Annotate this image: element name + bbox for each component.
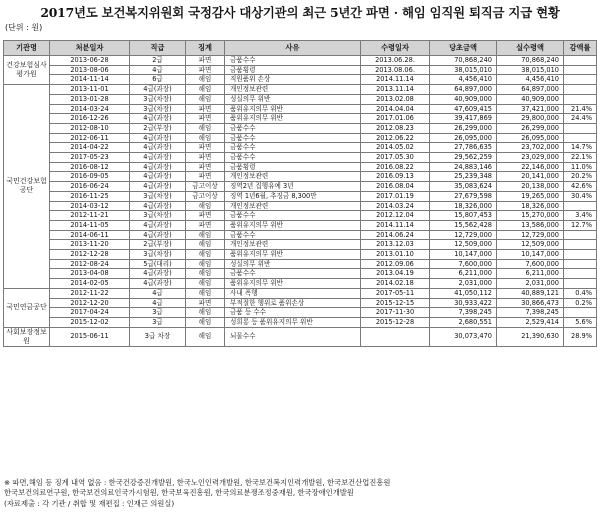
reason-cell: 품위유지의무 위반 [225, 114, 361, 124]
rank-cell: 4급 [130, 288, 186, 298]
footnotes [4, 478, 390, 509]
reduction-rate-cell [564, 279, 597, 289]
date-cell: 2014-02-05 [50, 279, 130, 289]
receipt-date-cell: 2017-05-11 [361, 288, 430, 298]
original-amount-cell: 26,095,000 [430, 133, 497, 143]
reduction-rate-cell: 20.2% [564, 172, 597, 182]
original-amount-cell: 26,299,000 [430, 123, 497, 133]
reason-cell: 금품수수 [225, 211, 361, 221]
reduction-rate-cell [564, 123, 597, 133]
table-row [4, 220, 597, 230]
discipline-cell: 파면 [186, 162, 225, 172]
table-row [4, 94, 597, 104]
receipt-date-cell: 2013.04.19 [361, 269, 430, 279]
rank-cell: 4급(과장) [130, 182, 186, 192]
receipt-date-cell: 2015-12-28 [361, 317, 430, 327]
receipt-date-cell: 2013.08.06. [361, 65, 430, 75]
receipt-date-cell: 2014.02.18 [361, 279, 430, 289]
date-cell: 2012-12-20 [50, 298, 130, 308]
reduction-rate-cell: 0.4% [564, 288, 597, 298]
header-row [4, 41, 597, 56]
discipline-cell: 해임 [186, 85, 225, 95]
table-row [4, 162, 597, 172]
original-amount-cell: 4,456,410 [430, 75, 497, 85]
receipt-date-cell: 2017.05.30 [361, 153, 430, 163]
reduction-rate-cell [564, 201, 597, 211]
header-rank: 직급 [130, 41, 186, 56]
receipt-date-cell: 2012.09.06 [361, 259, 430, 269]
original-amount-cell: 29,562,259 [430, 153, 497, 163]
date-cell: 2014-11-14 [50, 75, 130, 85]
reason-cell: 부적절한 행위로 품위손상 [225, 298, 361, 308]
severance-table [3, 40, 597, 347]
actual-amount-cell: 26,095,000 [497, 133, 564, 143]
discipline-cell: 해임 [186, 259, 225, 269]
reason-cell: 금품수수 [225, 153, 361, 163]
receipt-date-cell: 2014.04.04 [361, 104, 430, 114]
original-amount-cell: 27,679,598 [430, 191, 497, 201]
receipt-date-cell: 2016.08.04 [361, 182, 430, 192]
receipt-date-cell: 2014.11.14 [361, 220, 430, 230]
reason-cell: 품위유지의무 위반 [225, 250, 361, 260]
table-row [4, 288, 597, 298]
discipline-cell: 금고이상 [186, 191, 225, 201]
discipline-cell: 해임 [186, 327, 225, 346]
reason-cell: 품위유지의무 위반 [225, 104, 361, 114]
rank-cell: 4급(과장) [130, 133, 186, 143]
actual-amount-cell: 2,529,414 [497, 317, 564, 327]
reason-cell: 개인정보관련 [225, 85, 361, 95]
date-cell: 2016-09-05 [50, 172, 130, 182]
receipt-date-cell: 2016.09.13 [361, 172, 430, 182]
header-original-amount: 당초금액 [430, 41, 497, 56]
date-cell: 2014-06-11 [50, 230, 130, 240]
rank-cell: 2급 [130, 56, 186, 66]
reason-cell: 뇌물수수 [225, 327, 361, 346]
actual-amount-cell: 70,868,240 [497, 56, 564, 66]
date-cell: 2012-11-22 [50, 288, 130, 298]
date-cell: 2016-06-24 [50, 182, 130, 192]
header-discipline: 징계 [186, 41, 225, 56]
rank-cell: 6급 [130, 75, 186, 85]
actual-amount-cell: 40,909,000 [497, 94, 564, 104]
receipt-date-cell [361, 327, 430, 346]
reason-cell: 금품횡령 [225, 162, 361, 172]
discipline-cell: 해임 [186, 279, 225, 289]
reason-cell: 성실의무 위반 [225, 259, 361, 269]
table-row [4, 104, 597, 114]
rank-cell: 3급(차장) [130, 250, 186, 260]
rank-cell: 3급 [130, 317, 186, 327]
table-row [4, 153, 597, 163]
date-cell: 2015-06-11 [50, 327, 130, 346]
rank-cell: 5급(대리) [130, 259, 186, 269]
discipline-cell: 해임 [186, 317, 225, 327]
reduction-rate-cell [564, 308, 597, 318]
reduction-rate-cell [564, 85, 597, 95]
rank-cell: 4급(과장) [130, 201, 186, 211]
reduction-rate-cell [564, 230, 597, 240]
footnote-line: ※ 파면,해임 등 징계 내역 없음 : 한국건강증진개발원, 한국노인인력개발원, 한국보건복지인력개발원, 한국보건산업진흥원 [4, 478, 391, 487]
table-row [4, 85, 597, 95]
institution-cell: 국민건강보험공단 [4, 85, 50, 289]
discipline-cell: 금고이상 [186, 182, 225, 192]
receipt-date-cell: 2012.06.22 [361, 133, 430, 143]
original-amount-cell: 38,015,010 [430, 65, 497, 75]
reduction-rate-cell [564, 259, 597, 269]
reason-cell: 금품수수 [225, 269, 361, 279]
receipt-date-cell: 2014.11.14 [361, 75, 430, 85]
reduction-rate-cell [564, 250, 597, 260]
discipline-cell: 해임 [186, 75, 225, 85]
table-row [4, 172, 597, 182]
original-amount-cell: 6,211,000 [430, 269, 497, 279]
table-row [4, 211, 597, 221]
rank-cell: 3급(차장) [130, 94, 186, 104]
date-cell: 2014-03-24 [50, 104, 130, 114]
discipline-cell: 파면 [186, 65, 225, 75]
date-cell: 2012-08-10 [50, 123, 130, 133]
actual-amount-cell: 12,509,000 [497, 240, 564, 250]
reason-cell: 금품수수 [225, 123, 361, 133]
receipt-date-cell: 2013.01.10 [361, 250, 430, 260]
reduction-rate-cell: 3.4% [564, 211, 597, 221]
receipt-date-cell: 2013.11.14 [361, 85, 430, 95]
rank-cell: 3급 [130, 308, 186, 318]
receipt-date-cell: 2017.01.06 [361, 114, 430, 124]
date-cell: 2016-11-25 [50, 191, 130, 201]
receipt-date-cell: 2013.06.28. [361, 56, 430, 66]
original-amount-cell: 35,083,624 [430, 182, 497, 192]
table-row [4, 308, 597, 318]
actual-amount-cell: 6,211,000 [497, 269, 564, 279]
table-row [4, 240, 597, 250]
discipline-cell: 해임 [186, 269, 225, 279]
original-amount-cell: 10,147,000 [430, 250, 497, 260]
institution-cell: 건강보험심사평가원 [4, 56, 50, 85]
actual-amount-cell: 64,897,000 [497, 85, 564, 95]
actual-amount-cell: 10,147,000 [497, 250, 564, 260]
reason-cell: 품위유지의무 위반 [225, 279, 361, 289]
reduction-rate-cell: 0.2% [564, 298, 597, 308]
receipt-date-cell: 2012.12.04 [361, 211, 430, 221]
reason-cell: 사내 폭행 [225, 288, 361, 298]
table-row [4, 259, 597, 269]
discipline-cell: 파면 [186, 298, 225, 308]
unit-label: (단위 : 원) [5, 23, 43, 32]
footnote-line: (자료제출 : 각 기관 / 취합 및 재편집 : 인재근 의원실) [4, 498, 175, 508]
receipt-date-cell: 2014.05.02 [361, 143, 430, 153]
table-row [4, 75, 597, 85]
receipt-date-cell: 2014.06.24 [361, 230, 430, 240]
header-reduction-rate: 감액률 [564, 41, 597, 56]
receipt-date-cell: 2017.01.19 [361, 191, 430, 201]
date-cell: 2016-12-26 [50, 114, 130, 124]
original-amount-cell: 12,509,000 [430, 240, 497, 250]
table-row [4, 279, 597, 289]
discipline-cell: 해임 [186, 230, 225, 240]
table-row [4, 298, 597, 308]
date-cell: 2013-08-06 [50, 65, 130, 75]
actual-amount-cell: 18,326,000 [497, 201, 564, 211]
rank-cell: 4급(과장) [130, 279, 186, 289]
page-title: 2017년도 보건복지위원회 국정감사 대상기관의 최근 5년간 파면 · 해임 임직원 퇴직금 지급 현황 [40, 5, 560, 20]
reason-cell: 금품수수 [225, 230, 361, 240]
reduction-rate-cell [564, 269, 597, 279]
original-amount-cell: 41,050,112 [430, 288, 497, 298]
table-row [4, 114, 597, 124]
original-amount-cell: 30,073,470 [430, 327, 497, 346]
discipline-cell: 해임 [186, 123, 225, 133]
header-reason: 사유 [225, 41, 361, 56]
rank-cell: 4급(과장) [130, 153, 186, 163]
rank-cell: 3급(차장) [130, 104, 186, 114]
original-amount-cell: 2,680,551 [430, 317, 497, 327]
actual-amount-cell: 21,390,630 [497, 327, 564, 346]
table-row [4, 201, 597, 211]
original-amount-cell: 70,868,240 [430, 56, 497, 66]
date-cell: 2014-04-22 [50, 143, 130, 153]
reason-cell: 금품수수 [225, 143, 361, 153]
original-amount-cell: 39,417,869 [430, 114, 497, 124]
table-row [4, 327, 597, 346]
reduction-rate-cell [564, 56, 597, 66]
header-institution: 기관명 [4, 41, 50, 56]
institution-cell: 사회보장정보원 [4, 327, 50, 346]
discipline-cell: 해임 [186, 201, 225, 211]
original-amount-cell: 7,600,000 [430, 259, 497, 269]
reason-cell: 개인정보관련 [225, 201, 361, 211]
rank-cell: 4급(과장) [130, 220, 186, 230]
rank-cell: 2급(부장) [130, 123, 186, 133]
table-row [4, 56, 597, 66]
header-actual-amount: 실수령액 [497, 41, 564, 56]
reason-cell: 금품수수 [225, 56, 361, 66]
rank-cell: 3급(차장) [130, 211, 186, 221]
rank-cell: 4급 [130, 298, 186, 308]
reduction-rate-cell: 14.7% [564, 143, 597, 153]
actual-amount-cell: 30,866,473 [497, 298, 564, 308]
reason-cell: 개인정보관련 [225, 172, 361, 182]
rank-cell: 4급(과장) [130, 85, 186, 95]
actual-amount-cell: 13,586,000 [497, 220, 564, 230]
original-amount-cell: 27,786,635 [430, 143, 497, 153]
actual-amount-cell: 23,029,000 [497, 153, 564, 163]
original-amount-cell: 40,909,000 [430, 94, 497, 104]
table-row [4, 182, 597, 192]
date-cell: 2013-11-20 [50, 240, 130, 250]
reason-cell: 금품 등 수수 [225, 308, 361, 318]
date-cell: 2017-05-23 [50, 153, 130, 163]
receipt-date-cell: 2013.12.03 [361, 240, 430, 250]
discipline-cell: 해임 [186, 94, 225, 104]
discipline-cell: 해임 [186, 288, 225, 298]
discipline-cell: 해임 [186, 133, 225, 143]
table-row [4, 65, 597, 75]
original-amount-cell: 12,729,000 [430, 230, 497, 240]
reduction-rate-cell: 5.6% [564, 317, 597, 327]
actual-amount-cell: 15,270,000 [497, 211, 564, 221]
discipline-cell: 파면 [186, 143, 225, 153]
footnote-line: 한국보건의료연구원, 한국보건의료인국가시험원, 한국보육진흥원, 한국의료분쟁조정중재원, 한국장애인개발원 [4, 488, 354, 498]
date-cell: 2013-11-01 [50, 85, 130, 95]
actual-amount-cell: 12,729,000 [497, 230, 564, 240]
rank-cell: 4급(과장) [130, 269, 186, 279]
reason-cell: 징역 1년6월, 추징금 8,300만 [225, 191, 361, 201]
reduction-rate-cell [564, 75, 597, 85]
reduction-rate-cell [564, 94, 597, 104]
rank-cell: 4급(과장) [130, 172, 186, 182]
actual-amount-cell: 19,265,000 [497, 191, 564, 201]
reason-cell: 품위유지의무 위반 [225, 220, 361, 230]
date-cell: 2014-03-12 [50, 201, 130, 211]
reason-cell: 징역2년 집행유예 3년 [225, 182, 361, 192]
reduction-rate-cell: 12.7% [564, 220, 597, 230]
receipt-date-cell: 2014.03.24 [361, 201, 430, 211]
receipt-date-cell: 2015-12-15 [361, 298, 430, 308]
reduction-rate-cell: 28.9% [564, 327, 597, 346]
actual-amount-cell: 20,141,000 [497, 172, 564, 182]
reduction-rate-cell [564, 133, 597, 143]
receipt-date-cell: 2016.08.22 [361, 162, 430, 172]
actual-amount-cell: 29,800,000 [497, 114, 564, 124]
discipline-cell: 해임 [186, 250, 225, 260]
discipline-cell: 파면 [186, 220, 225, 230]
table-row [4, 269, 597, 279]
date-cell: 2013-04-08 [50, 269, 130, 279]
rank-cell: 2급(부장) [130, 240, 186, 250]
date-cell: 2017-04-24 [50, 308, 130, 318]
actual-amount-cell: 26,299,000 [497, 123, 564, 133]
actual-amount-cell: 7,600,000 [497, 259, 564, 269]
reduction-rate-cell [564, 240, 597, 250]
discipline-cell: 파면 [186, 114, 225, 124]
table-row [4, 133, 597, 143]
original-amount-cell: 15,807,453 [430, 211, 497, 221]
actual-amount-cell: 40,889,121 [497, 288, 564, 298]
reason-cell: 개인정보관련 [225, 240, 361, 250]
original-amount-cell: 30,933,422 [430, 298, 497, 308]
discipline-cell: 파면 [186, 172, 225, 182]
rank-cell: 4급(과장) [130, 162, 186, 172]
reduction-rate-cell: 22.1% [564, 153, 597, 163]
reason-cell: 금품횡령 [225, 65, 361, 75]
original-amount-cell: 64,897,000 [430, 85, 497, 95]
date-cell: 2013-06-28 [50, 56, 130, 66]
reduction-rate-cell: 42.6% [564, 182, 597, 192]
actual-amount-cell: 7,398,245 [497, 308, 564, 318]
rank-cell: 3급 차장 [130, 327, 186, 346]
institution-cell: 국민연금공단 [4, 288, 50, 327]
discipline-cell: 파면 [186, 56, 225, 66]
reason-cell: 금품수수 [225, 133, 361, 143]
reduction-rate-cell: 11.0% [564, 162, 597, 172]
receipt-date-cell: 2012.08.23 [361, 123, 430, 133]
receipt-date-cell: 2017-11-30 [361, 308, 430, 318]
date-cell: 2012-08-24 [50, 259, 130, 269]
reason-cell: 직원품위 손상 [225, 75, 361, 85]
actual-amount-cell: 4,456,410 [497, 75, 564, 85]
date-cell: 2014-11-05 [50, 220, 130, 230]
date-cell: 2012-11-21 [50, 211, 130, 221]
actual-amount-cell: 22,146,000 [497, 162, 564, 172]
date-cell: 2012-06-11 [50, 133, 130, 143]
reduction-rate-cell [564, 65, 597, 75]
rank-cell: 3급(차장) [130, 191, 186, 201]
rank-cell: 4급(과장) [130, 143, 186, 153]
table-row [4, 143, 597, 153]
rank-cell: 4급(과장) [130, 114, 186, 124]
actual-amount-cell: 37,421,000 [497, 104, 564, 114]
original-amount-cell: 2,031,000 [430, 279, 497, 289]
discipline-cell: 파면 [186, 104, 225, 114]
table-row [4, 230, 597, 240]
date-cell: 2015-12-02 [50, 317, 130, 327]
original-amount-cell: 47,609,415 [430, 104, 497, 114]
table-row [4, 123, 597, 133]
table-row [4, 250, 597, 260]
actual-amount-cell: 38,015,010 [497, 65, 564, 75]
original-amount-cell: 24,883,146 [430, 162, 497, 172]
reason-cell: 성희롱 등 품위유지의무 위반 [225, 317, 361, 327]
discipline-cell: 해임 [186, 308, 225, 318]
reduction-rate-cell: 30.4% [564, 191, 597, 201]
original-amount-cell: 15,562,428 [430, 220, 497, 230]
table-row [4, 191, 597, 201]
original-amount-cell: 18,326,000 [430, 201, 497, 211]
table-row [4, 317, 597, 327]
reason-cell: 성실의무 위반 [225, 94, 361, 104]
discipline-cell: 파면 [186, 153, 225, 163]
table-body [4, 56, 597, 347]
reduction-rate-cell: 21.4% [564, 104, 597, 114]
original-amount-cell: 7,398,245 [430, 308, 497, 318]
date-cell: 2012-12-28 [50, 250, 130, 260]
date-cell: 2013-01-28 [50, 94, 130, 104]
rank-cell: 4급(과장) [130, 230, 186, 240]
discipline-cell: 해임 [186, 240, 225, 250]
rank-cell: 4급 [130, 65, 186, 75]
actual-amount-cell: 2,031,000 [497, 279, 564, 289]
date-cell: 2016-08-12 [50, 162, 130, 172]
reduction-rate-cell: 24.4% [564, 114, 597, 124]
header-date: 처분일자 [50, 41, 130, 56]
receipt-date-cell: 2013.02.08 [361, 94, 430, 104]
original-amount-cell: 25,239,348 [430, 172, 497, 182]
discipline-cell: 파면 [186, 211, 225, 221]
actual-amount-cell: 23,702,000 [497, 143, 564, 153]
header-receipt-date: 수령일자 [361, 41, 430, 56]
actual-amount-cell: 20,138,000 [497, 182, 564, 192]
